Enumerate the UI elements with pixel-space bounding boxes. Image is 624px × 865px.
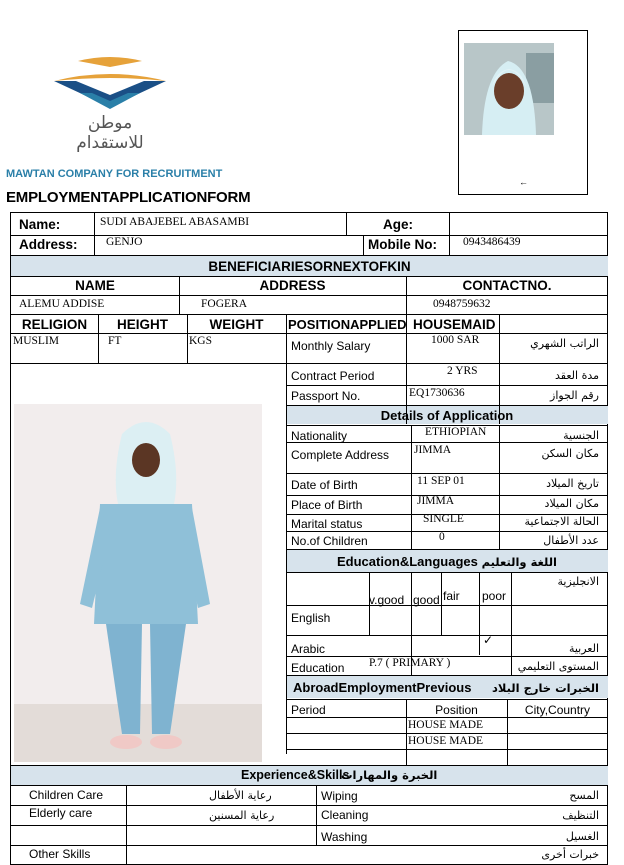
education-arabic: المستوى التعليمي xyxy=(517,660,599,673)
education-title-arabic: اللغة والتعليم xyxy=(481,555,557,569)
passport-arabic: رقم الجواز xyxy=(550,389,599,402)
name-value[interactable]: SUDI ABAJEBEL ABASAMBI xyxy=(100,216,250,228)
nationality-label: Nationality xyxy=(291,429,348,443)
washing-label: Washing xyxy=(321,830,368,844)
pob-value[interactable]: JIMMA xyxy=(417,495,455,507)
name-label: Name: xyxy=(19,217,61,232)
height-value[interactable]: FT xyxy=(108,335,122,347)
form-title: EMPLOYMENTAPPLICATIONFORM xyxy=(6,189,251,206)
vgood-header: v.good xyxy=(369,593,405,607)
passport-photo xyxy=(464,43,554,135)
washing-arabic: الغسيل xyxy=(565,830,599,843)
marital-label: Marital status xyxy=(291,517,363,531)
contract-label: Contract Period xyxy=(291,369,375,383)
education-title: Education&Languages xyxy=(337,554,478,569)
poor-header: poor xyxy=(482,589,507,603)
skills-title: Experience&Skills xyxy=(241,768,350,782)
abroad-title: AbroadEmploymentPrevious xyxy=(293,680,472,695)
weight-header: WEIGHT xyxy=(209,317,264,332)
passport-value[interactable]: EQ1730636 xyxy=(409,387,465,399)
passport-label: Passport No. xyxy=(291,389,361,403)
children-label: No.of Children xyxy=(291,534,368,548)
details-title: Details of Application xyxy=(380,408,514,423)
kin-section-title: BENEFICIARIESORNEXTOFKIN xyxy=(208,259,411,274)
complete-address-arabic: مكان السكن xyxy=(541,447,599,460)
abroad-period-header: Period xyxy=(291,703,326,717)
complete-address-label: Complete Address xyxy=(291,448,390,462)
logo-text: موطن للاستقدام xyxy=(76,113,144,153)
children-care-arabic: رعاية الأطفال xyxy=(209,789,272,802)
children-care-label: Children Care xyxy=(29,788,104,802)
other-skills-arabic: خبرات أخرى xyxy=(541,848,599,861)
fair-header: fair xyxy=(443,589,460,603)
dob-label: Date of Birth xyxy=(291,478,358,492)
children-value[interactable]: 0 xyxy=(439,531,445,543)
arabic-arabic: العربية xyxy=(568,642,599,655)
complete-address-value[interactable]: JIMMA xyxy=(414,444,452,456)
religion-header: RELIGION xyxy=(21,317,88,332)
salary-arabic: الراتب الشهري xyxy=(530,337,599,350)
dob-arabic: تاريخ الميلاد xyxy=(546,477,599,490)
kin-contact-value[interactable]: 0948759632 xyxy=(433,298,491,310)
abroad-row-2-position[interactable]: HOUSE MADE xyxy=(408,735,484,747)
contract-value[interactable]: 2 YRS xyxy=(447,365,478,377)
mobile-label: Mobile No: xyxy=(368,237,437,252)
photo-mark: ← xyxy=(519,177,528,187)
weight-value[interactable]: KGS xyxy=(189,335,213,347)
elderly-care-label: Elderly care xyxy=(29,806,93,820)
marital-arabic: الحالة الاجتماعية xyxy=(524,515,599,528)
kin-address-value[interactable]: FOGERA xyxy=(201,298,248,310)
address-value[interactable]: GENJO xyxy=(106,236,143,248)
salary-value[interactable]: 1000 SAR xyxy=(431,334,480,346)
height-header: HEIGHT xyxy=(116,317,168,332)
full-body-figure xyxy=(14,404,276,762)
dob-value[interactable]: 11 SEP 01 xyxy=(417,475,465,487)
full-body-photo xyxy=(14,404,276,762)
good-header: good xyxy=(413,593,440,607)
passport-photo-frame xyxy=(458,30,588,195)
address-label: Address: xyxy=(19,237,78,252)
abroad-title-arabic: الخبرات خارج البلاد xyxy=(491,681,599,695)
kin-address-header: ADDRESS xyxy=(259,278,326,293)
abroad-position-header: Position xyxy=(435,703,478,717)
abroad-row-1-position[interactable]: HOUSE MADE xyxy=(408,719,484,731)
company-logo xyxy=(40,55,180,165)
nationality-arabic: الجنسية xyxy=(563,429,599,442)
position-header: POSITIONAPPLIED xyxy=(288,317,407,332)
arabic-check-mark[interactable]: ✓ xyxy=(483,633,494,647)
company-name: MAWTAN COMPANY FOR RECRUITMENT xyxy=(6,168,223,180)
kin-name-value[interactable]: ALEMU ADDISE xyxy=(19,298,105,310)
contract-arabic: مدة العقد xyxy=(555,369,599,382)
pob-label: Place of Birth xyxy=(291,498,363,512)
arabic-label: Arabic xyxy=(291,642,326,656)
salary-label: Monthly Salary xyxy=(291,339,371,353)
other-skills-label: Other Skills xyxy=(29,847,91,861)
wiping-label: Wiping xyxy=(321,789,358,803)
marital-value[interactable]: SINGLE xyxy=(423,513,464,525)
nationality-value[interactable]: ETHIOPIAN xyxy=(425,426,487,438)
abroad-city-header: City,Country xyxy=(524,703,591,717)
kin-name-header: NAME xyxy=(75,278,115,293)
pob-arabic: مكان الميلاد xyxy=(544,497,599,510)
english-label: English xyxy=(291,611,331,625)
position-value: HOUSEMAID xyxy=(413,317,496,332)
age-label: Age: xyxy=(383,217,413,232)
education-value[interactable]: P.7 ( PRIMARY ) xyxy=(369,657,451,669)
religion-value[interactable]: MUSLIM xyxy=(13,335,60,347)
english-arabic: الانجليزية xyxy=(557,575,599,588)
kin-contact-header: CONTACTNO. xyxy=(462,278,552,293)
skills-title-arabic: الخبرة والمهارات xyxy=(341,768,438,782)
children-arabic: عدد الأطفال xyxy=(543,534,599,547)
wiping-arabic: المسح xyxy=(569,789,599,802)
cleaning-arabic: التنظيف xyxy=(562,809,599,822)
education-label: Education xyxy=(291,661,345,675)
cleaning-label: Cleaning xyxy=(321,808,369,822)
elderly-care-arabic: رعاية المسنين xyxy=(209,809,275,822)
mobile-value[interactable]: 0943486439 xyxy=(463,236,521,248)
